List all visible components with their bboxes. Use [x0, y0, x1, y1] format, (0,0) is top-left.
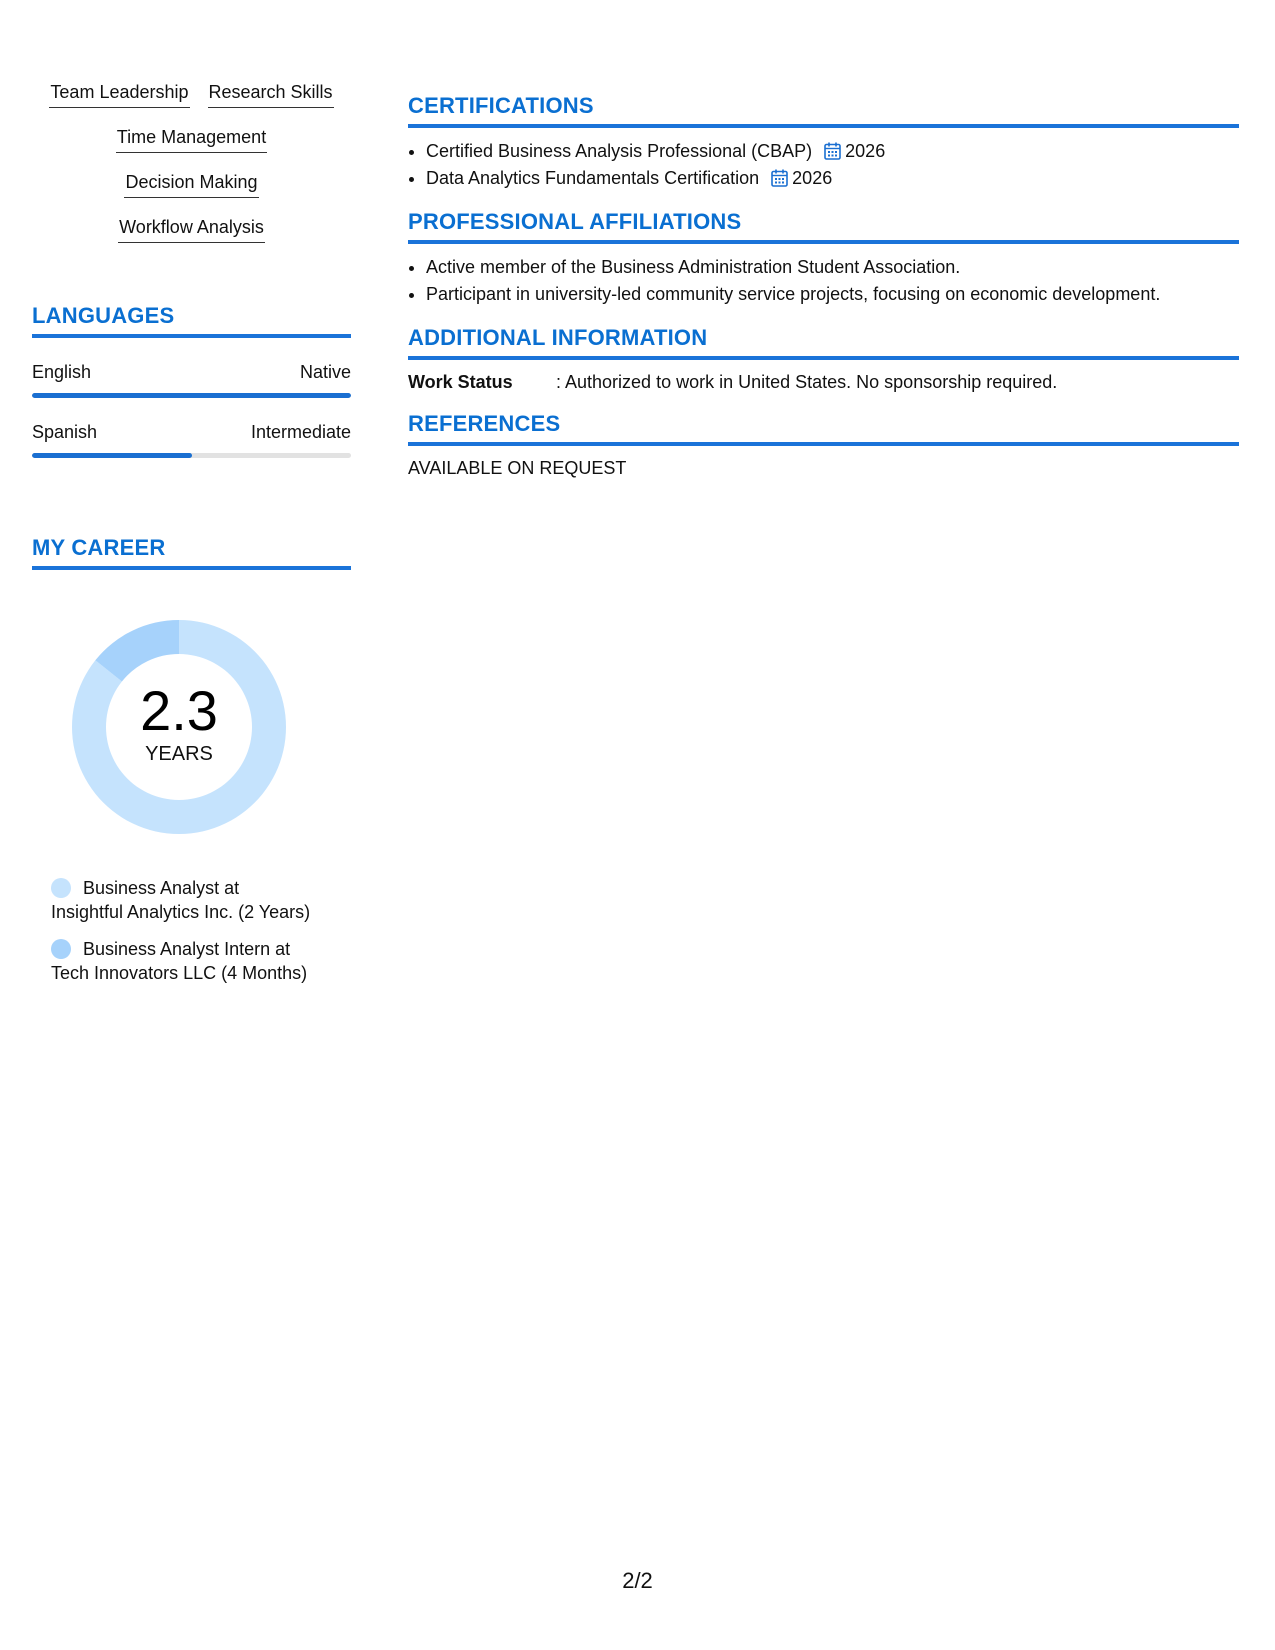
language-name: English [32, 362, 92, 382]
calendar-icon [824, 142, 841, 160]
work-status-row [408, 370, 1239, 394]
language-bar-fill [32, 453, 192, 458]
language-name: Spanish [32, 422, 98, 442]
legend-line1: Business Analyst at [83, 878, 240, 898]
career-total-unit: YEARS [145, 743, 213, 765]
certifications-heading: CERTIFICATIONS [408, 92, 1239, 128]
certifications-section [408, 92, 1239, 192]
skill-tag: Team Leadership [49, 80, 189, 108]
language-level: Intermediate [250, 422, 351, 442]
language-item [32, 420, 351, 458]
career-heading: MY CAREER [32, 534, 351, 570]
affiliation-item: • Participant in university-led community service projects, focusing on economic development. [426, 281, 1239, 308]
additional-info-heading: ADDITIONAL INFORMATION [408, 324, 1239, 360]
references-text: AVAILABLE ON REQUEST [408, 458, 627, 478]
right-column [408, 92, 1239, 496]
left-column [32, 80, 351, 998]
certifications-list [408, 138, 1239, 192]
career-section [32, 534, 351, 985]
legend-line2: Insightful Analytics Inc. (2 Years) [51, 902, 311, 922]
languages-section [32, 302, 351, 458]
career-legend [51, 876, 341, 985]
skill-row [32, 215, 351, 260]
language-bar [32, 393, 351, 398]
skill-tag: Decision Making [124, 170, 258, 198]
references-heading: REFERENCES [408, 410, 1239, 446]
certification-item [426, 138, 1239, 165]
calendar-icon [771, 169, 788, 187]
skill-row [32, 170, 351, 215]
affiliations-section [408, 208, 1239, 308]
certification-year: 2026 [845, 141, 886, 161]
affiliation-item: • Active member of the Business Administration Student Association. [426, 254, 1239, 281]
skill-row [32, 125, 351, 170]
language-item [32, 360, 351, 398]
legend-item [51, 876, 341, 924]
skill-tag: Research Skills [208, 80, 334, 108]
references-section [408, 410, 1239, 480]
certification-name: Certified Business Analysis Professional (CBAP) [426, 141, 813, 161]
legend-dot [51, 878, 71, 898]
work-status-value: : Authorized to work in United States. No sponsorship required. [556, 372, 1058, 392]
certification-item [426, 165, 1239, 192]
language-bar [32, 453, 351, 458]
language-bar-fill [32, 393, 351, 398]
affiliations-heading: PROFESSIONAL AFFILIATIONS [408, 208, 1239, 244]
language-level: Native [299, 362, 351, 382]
page-number: 2/2 [622, 1568, 653, 1593]
skill-tag: Time Management [116, 125, 267, 153]
career-donut-chart [66, 614, 292, 840]
languages-heading: LANGUAGES [32, 302, 351, 338]
affiliations-list [408, 254, 1239, 308]
legend-line1: Business Analyst Intern at [83, 939, 291, 959]
certification-name: Data Analytics Fundamentals Certification [426, 168, 760, 188]
donut-center [66, 614, 292, 840]
certification-year: 2026 [792, 168, 833, 188]
skills-list [32, 80, 351, 260]
legend-line2: Tech Innovators LLC (4 Months) [51, 963, 308, 983]
skill-tag: Workflow Analysis [118, 215, 265, 243]
additional-info-section [408, 324, 1239, 394]
career-total-value: 2.3 [140, 679, 218, 742]
skill-row [32, 80, 351, 125]
legend-dot [51, 939, 71, 959]
legend-item [51, 937, 341, 985]
work-status-label: Work Status [408, 372, 513, 392]
